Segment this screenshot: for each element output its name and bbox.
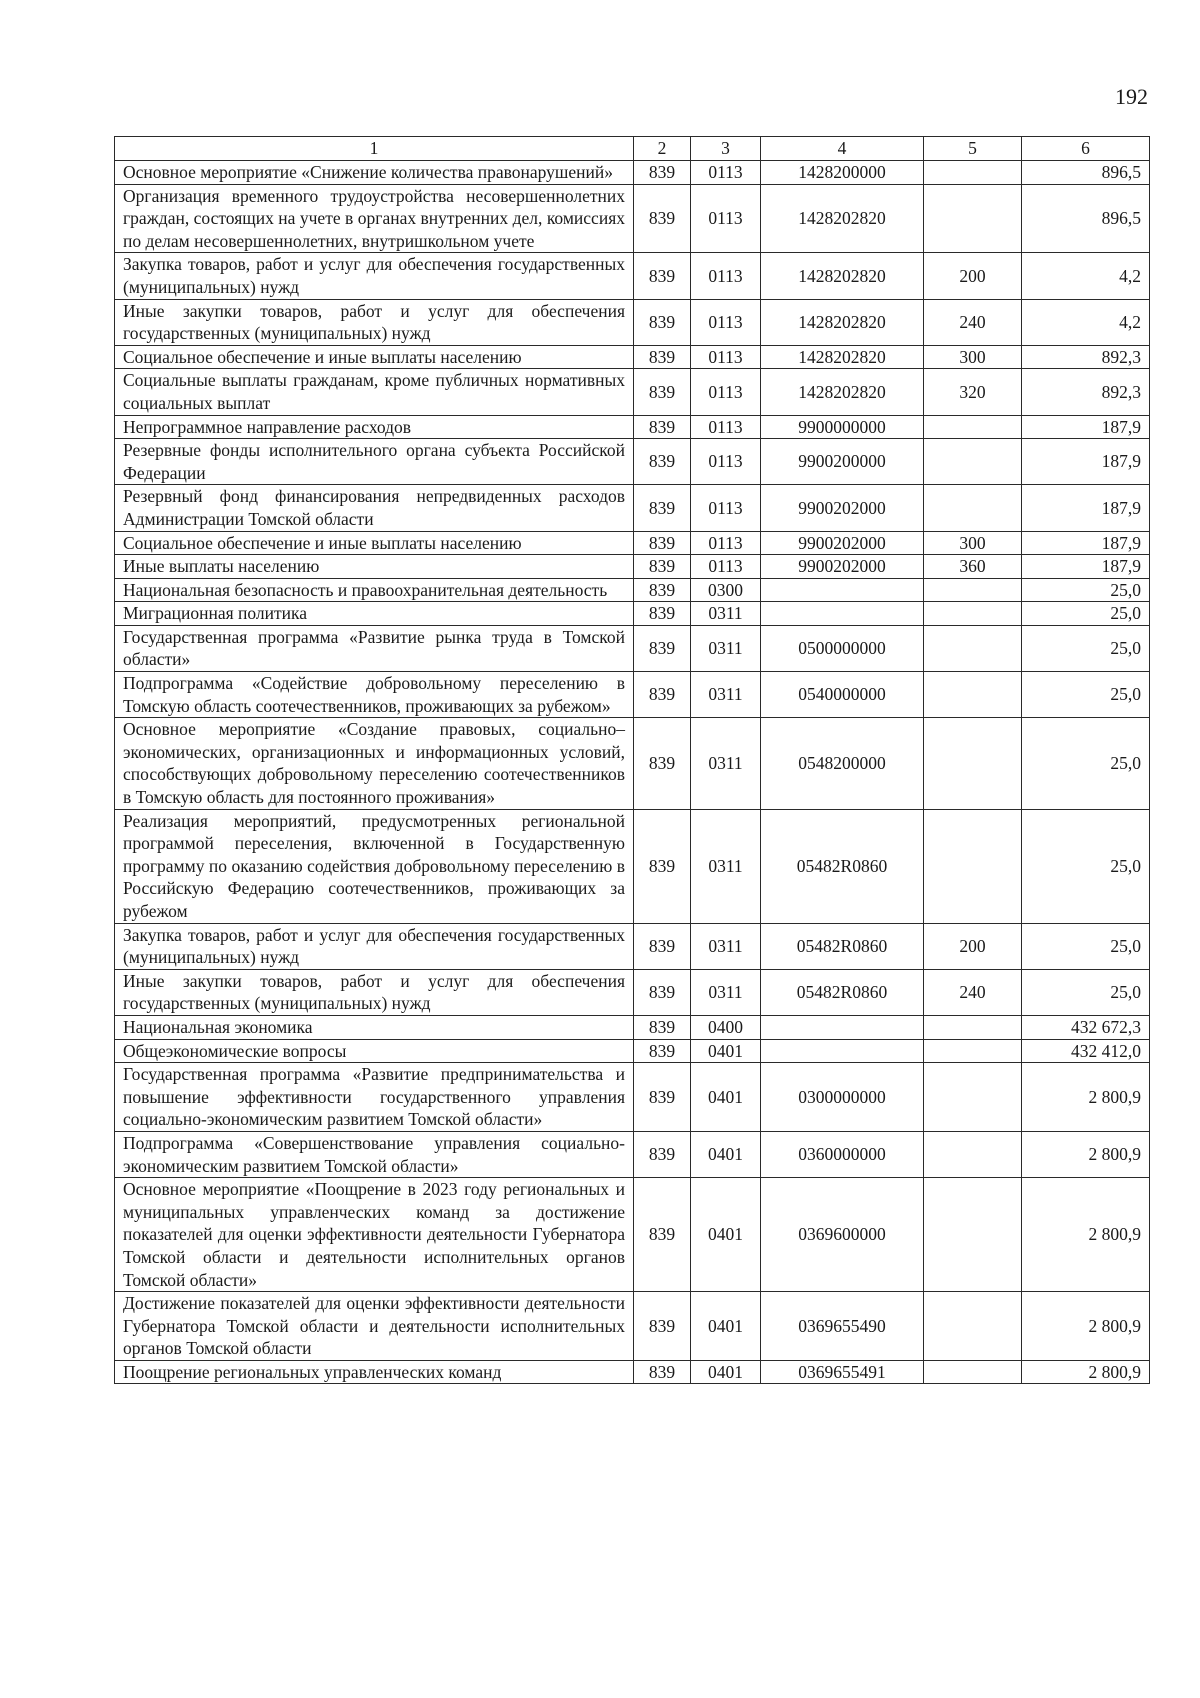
table-row <box>115 253 1150 299</box>
expense-type-cell <box>924 485 1022 531</box>
target-article-cell: 1428202820 <box>761 369 924 415</box>
table-row <box>115 161 1150 185</box>
expense-type-cell <box>924 161 1022 185</box>
table-row <box>115 345 1150 369</box>
admin-code-cell: 839 <box>634 1015 691 1039</box>
target-article-cell: 1428200000 <box>761 161 924 185</box>
target-article-cell: 0500000000 <box>761 625 924 671</box>
target-article-cell: 0540000000 <box>761 672 924 718</box>
target-article-cell: 9900202000 <box>761 555 924 579</box>
table-row <box>115 1063 1150 1132</box>
amount-cell: 187,9 <box>1022 415 1150 439</box>
target-article-cell <box>761 602 924 626</box>
table-body <box>115 161 1150 1384</box>
row-name-cell: Социальные выплаты гражданам, кроме публичных нормативных социальных выплат <box>115 369 634 415</box>
target-article-cell: 05482R0860 <box>761 969 924 1015</box>
table-row <box>115 1178 1150 1292</box>
target-article-cell: 0300000000 <box>761 1063 924 1132</box>
row-name-cell: Общеэкономические вопросы <box>115 1039 634 1063</box>
table-row <box>115 625 1150 671</box>
target-article-cell: 1428202820 <box>761 253 924 299</box>
row-name-cell: Основное мероприятие «Создание правовых, социально–экономических, организационных и информационных условий, способствующих добровольному переселению соотечественников в Томскую область для постоянного проживания» <box>115 718 634 809</box>
target-article-cell: 0369655491 <box>761 1360 924 1384</box>
section-code-cell: 0400 <box>691 1015 761 1039</box>
admin-code-cell: 839 <box>634 1039 691 1063</box>
amount-cell: 2 800,9 <box>1022 1292 1150 1361</box>
table-row <box>115 1360 1150 1384</box>
admin-code-cell: 839 <box>634 299 691 345</box>
amount-cell: 2 800,9 <box>1022 1360 1150 1384</box>
target-article-cell: 9900202000 <box>761 485 924 531</box>
target-article-cell: 1428202820 <box>761 345 924 369</box>
section-code-cell: 0113 <box>691 161 761 185</box>
amount-cell: 25,0 <box>1022 923 1150 969</box>
section-code-cell: 0113 <box>691 485 761 531</box>
amount-cell: 25,0 <box>1022 578 1150 602</box>
admin-code-cell: 839 <box>634 625 691 671</box>
expense-type-cell <box>924 184 1022 253</box>
row-name-cell: Непрограммное направление расходов <box>115 415 634 439</box>
expense-type-cell <box>924 1015 1022 1039</box>
row-name-cell: Социальное обеспечение и иные выплаты населению <box>115 345 634 369</box>
section-code-cell: 0401 <box>691 1360 761 1384</box>
admin-code-cell: 839 <box>634 439 691 485</box>
target-article-cell: 0360000000 <box>761 1131 924 1177</box>
table-row <box>115 969 1150 1015</box>
section-code-cell: 0113 <box>691 531 761 555</box>
admin-code-cell: 839 <box>634 923 691 969</box>
target-article-cell: 0369600000 <box>761 1178 924 1292</box>
table-row <box>115 555 1150 579</box>
amount-cell: 892,3 <box>1022 369 1150 415</box>
row-name-cell: Поощрение региональных управленческих команд <box>115 1360 634 1384</box>
expense-type-cell: 320 <box>924 369 1022 415</box>
expense-type-cell: 200 <box>924 253 1022 299</box>
admin-code-cell: 839 <box>634 184 691 253</box>
row-name-cell: Резервный фонд финансирования непредвиденных расходов Администрации Томской области <box>115 485 634 531</box>
table-row <box>115 718 1150 809</box>
admin-code-cell: 839 <box>634 1178 691 1292</box>
admin-code-cell: 839 <box>634 578 691 602</box>
admin-code-cell: 839 <box>634 969 691 1015</box>
row-name-cell: Основное мероприятие «Снижение количества правонарушений» <box>115 161 634 185</box>
row-name-cell: Организация временного трудоустройства несовершеннолетних граждан, состоящих на учете в органах внутренних дел, комиссиях по делам несовершеннолетних, внутришкольном учете <box>115 184 634 253</box>
section-code-cell: 0401 <box>691 1178 761 1292</box>
section-code-cell: 0311 <box>691 625 761 671</box>
row-name-cell: Закупка товаров, работ и услуг для обеспечения государственных (муниципальных) нужд <box>115 253 634 299</box>
expense-type-cell <box>924 1039 1022 1063</box>
row-name-cell: Закупка товаров, работ и услуг для обеспечения государственных (муниципальных) нужд <box>115 923 634 969</box>
section-code-cell: 0401 <box>691 1063 761 1132</box>
amount-cell: 2 800,9 <box>1022 1063 1150 1132</box>
section-code-cell: 0113 <box>691 369 761 415</box>
header-cell: 4 <box>761 137 924 161</box>
target-article-cell: 05482R0860 <box>761 809 924 923</box>
admin-code-cell: 839 <box>634 1063 691 1132</box>
target-article-cell: 9900200000 <box>761 439 924 485</box>
section-code-cell: 0311 <box>691 923 761 969</box>
section-code-cell: 0113 <box>691 439 761 485</box>
expense-type-cell <box>924 602 1022 626</box>
target-article-cell: 05482R0860 <box>761 923 924 969</box>
table-row <box>115 809 1150 923</box>
expense-type-cell: 240 <box>924 969 1022 1015</box>
admin-code-cell: 839 <box>634 531 691 555</box>
table-row <box>115 415 1150 439</box>
header-cell: 3 <box>691 137 761 161</box>
target-article-cell: 1428202820 <box>761 184 924 253</box>
row-name-cell: Подпрограмма «Содействие добровольному переселению в Томскую область соотечественников, проживающих за рубежом» <box>115 672 634 718</box>
row-name-cell: Национальная экономика <box>115 1015 634 1039</box>
table-row <box>115 485 1150 531</box>
admin-code-cell: 839 <box>634 718 691 809</box>
row-name-cell: Социальное обеспечение и иные выплаты населению <box>115 531 634 555</box>
amount-cell: 25,0 <box>1022 672 1150 718</box>
admin-code-cell: 839 <box>634 345 691 369</box>
row-name-cell: Основное мероприятие «Поощрение в 2023 году региональных и муниципальных управленческих команд за достижение показателей для оценки эффективности деятельности Губернатора Томской области и деятельности исполнительных органов Томской области» <box>115 1178 634 1292</box>
section-code-cell: 0401 <box>691 1292 761 1361</box>
amount-cell: 25,0 <box>1022 809 1150 923</box>
section-code-cell: 0113 <box>691 253 761 299</box>
expense-type-cell: 300 <box>924 345 1022 369</box>
row-name-cell: Государственная программа «Развитие рынка труда в Томской области» <box>115 625 634 671</box>
row-name-cell: Иные закупки товаров, работ и услуг для обеспечения государственных (муниципальных) нужд <box>115 299 634 345</box>
expense-type-cell <box>924 1131 1022 1177</box>
expense-type-cell: 300 <box>924 531 1022 555</box>
admin-code-cell: 839 <box>634 1360 691 1384</box>
admin-code-cell: 839 <box>634 253 691 299</box>
section-code-cell: 0311 <box>691 718 761 809</box>
page-number: 192 <box>1115 84 1148 109</box>
table-row <box>115 1131 1150 1177</box>
admin-code-cell: 839 <box>634 369 691 415</box>
table-row <box>115 672 1150 718</box>
expense-type-cell <box>924 1178 1022 1292</box>
admin-code-cell: 839 <box>634 672 691 718</box>
table-row <box>115 531 1150 555</box>
amount-cell: 25,0 <box>1022 969 1150 1015</box>
target-article-cell: 9900202000 <box>761 531 924 555</box>
admin-code-cell: 839 <box>634 415 691 439</box>
section-code-cell: 0311 <box>691 602 761 626</box>
expense-type-cell <box>924 809 1022 923</box>
amount-cell: 2 800,9 <box>1022 1178 1150 1292</box>
amount-cell: 432 672,3 <box>1022 1015 1150 1039</box>
amount-cell: 896,5 <box>1022 161 1150 185</box>
table-row <box>115 1039 1150 1063</box>
table-row <box>115 1015 1150 1039</box>
expense-type-cell: 200 <box>924 923 1022 969</box>
amount-cell: 187,9 <box>1022 531 1150 555</box>
table-row <box>115 1292 1150 1361</box>
amount-cell: 187,9 <box>1022 555 1150 579</box>
admin-code-cell: 839 <box>634 809 691 923</box>
expense-type-cell: 360 <box>924 555 1022 579</box>
target-article-cell: 9900000000 <box>761 415 924 439</box>
row-name-cell: Государственная программа «Развитие предпринимательства и повышение эффективности государственного управления социально-экономическим развитием Томской области» <box>115 1063 634 1132</box>
header-cell: 6 <box>1022 137 1150 161</box>
expense-type-cell <box>924 439 1022 485</box>
section-code-cell: 0401 <box>691 1039 761 1063</box>
expense-type-cell: 240 <box>924 299 1022 345</box>
section-code-cell: 0113 <box>691 345 761 369</box>
expense-type-cell <box>924 625 1022 671</box>
section-code-cell: 0311 <box>691 809 761 923</box>
amount-cell: 2 800,9 <box>1022 1131 1150 1177</box>
table-row <box>115 602 1150 626</box>
section-code-cell: 0300 <box>691 578 761 602</box>
amount-cell: 432 412,0 <box>1022 1039 1150 1063</box>
target-article-cell <box>761 578 924 602</box>
target-article-cell: 0548200000 <box>761 718 924 809</box>
header-cell: 5 <box>924 137 1022 161</box>
row-name-cell: Подпрограмма «Совершенствование управления социально-экономическим развитием Томской области» <box>115 1131 634 1177</box>
target-article-cell: 0369655490 <box>761 1292 924 1361</box>
row-name-cell: Национальная безопасность и правоохранительная деятельность <box>115 578 634 602</box>
amount-cell: 896,5 <box>1022 184 1150 253</box>
amount-cell: 187,9 <box>1022 439 1150 485</box>
section-code-cell: 0113 <box>691 184 761 253</box>
section-code-cell: 0311 <box>691 672 761 718</box>
admin-code-cell: 839 <box>634 1131 691 1177</box>
section-code-cell: 0113 <box>691 555 761 579</box>
row-name-cell: Иные выплаты населению <box>115 555 634 579</box>
row-name-cell: Иные закупки товаров, работ и услуг для обеспечения государственных (муниципальных) нужд <box>115 969 634 1015</box>
admin-code-cell: 839 <box>634 161 691 185</box>
section-code-cell: 0311 <box>691 969 761 1015</box>
section-code-cell: 0113 <box>691 299 761 345</box>
header-cell: 1 <box>115 137 634 161</box>
amount-cell: 25,0 <box>1022 718 1150 809</box>
target-article-cell <box>761 1039 924 1063</box>
header-row <box>115 137 1150 161</box>
expense-type-cell <box>924 1360 1022 1384</box>
admin-code-cell: 839 <box>634 1292 691 1361</box>
amount-cell: 892,3 <box>1022 345 1150 369</box>
budget-table <box>114 136 1150 1384</box>
expense-type-cell <box>924 672 1022 718</box>
expense-type-cell <box>924 1292 1022 1361</box>
row-name-cell: Миграционная политика <box>115 602 634 626</box>
amount-cell: 187,9 <box>1022 485 1150 531</box>
expense-type-cell <box>924 415 1022 439</box>
row-name-cell: Достижение показателей для оценки эффективности деятельности Губернатора Томской области и деятельности исполнительных органов Томской области <box>115 1292 634 1361</box>
expense-type-cell <box>924 718 1022 809</box>
admin-code-cell: 839 <box>634 485 691 531</box>
row-name-cell: Реализация мероприятий, предусмотренных региональной программой переселения, включенной в Государственную программу по оказанию содействия добровольному переселению в Российскую Федерацию соотечественников, проживающих за рубежом <box>115 809 634 923</box>
header-cell: 2 <box>634 137 691 161</box>
table-row <box>115 923 1150 969</box>
row-name-cell: Резервные фонды исполнительного органа субъекта Российской Федерации <box>115 439 634 485</box>
expense-type-cell <box>924 578 1022 602</box>
target-article-cell <box>761 1015 924 1039</box>
amount-cell: 4,2 <box>1022 299 1150 345</box>
section-code-cell: 0113 <box>691 415 761 439</box>
table-row <box>115 369 1150 415</box>
amount-cell: 4,2 <box>1022 253 1150 299</box>
admin-code-cell: 839 <box>634 555 691 579</box>
admin-code-cell: 839 <box>634 602 691 626</box>
table-row <box>115 578 1150 602</box>
target-article-cell: 1428202820 <box>761 299 924 345</box>
section-code-cell: 0401 <box>691 1131 761 1177</box>
table-row <box>115 184 1150 253</box>
table-row <box>115 299 1150 345</box>
expense-type-cell <box>924 1063 1022 1132</box>
amount-cell: 25,0 <box>1022 602 1150 626</box>
table-row <box>115 439 1150 485</box>
amount-cell: 25,0 <box>1022 625 1150 671</box>
